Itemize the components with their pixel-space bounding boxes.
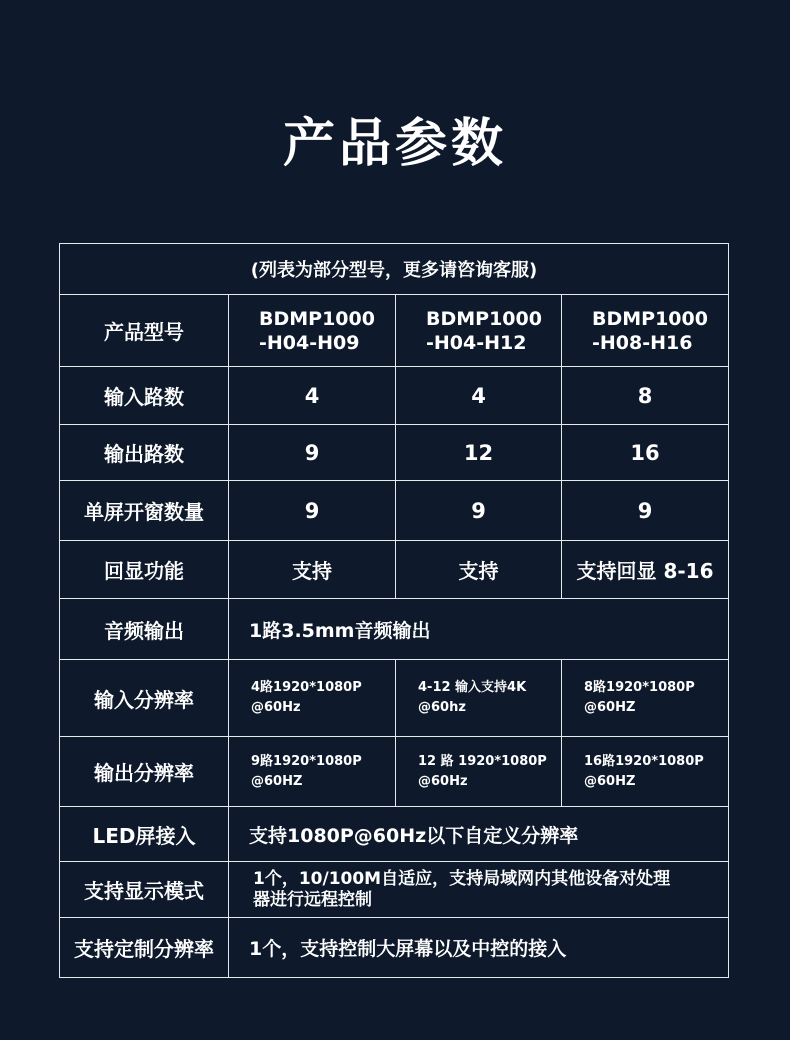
value-cell: 4路1920*1080P @60Hz: [229, 660, 396, 737]
table-row: [60, 425, 729, 481]
table-row: [60, 481, 729, 541]
value-cell: 12 路 1920*1080P @60Hz: [396, 737, 562, 807]
value-cell: 支持1080P@60Hz以下自定义分辨率: [229, 807, 729, 862]
value-cell: 9: [229, 481, 396, 541]
table-row: [60, 295, 729, 367]
value-cell: 9路1920*1080P @60HZ: [229, 737, 396, 807]
page-title: 产品参数: [282, 114, 507, 174]
row-label: 输入路数: [60, 367, 229, 425]
value-cell: 支持回显 8-16: [562, 541, 729, 599]
row-label: 支持定制分辨率: [60, 918, 229, 978]
value-cell: 支持: [396, 541, 562, 599]
value-cell: 4: [229, 367, 396, 425]
row-label: 输出路数: [60, 425, 229, 481]
value-cell: 8路1920*1080P @60HZ: [562, 660, 729, 737]
value-cell: 16路1920*1080P @60HZ: [562, 737, 729, 807]
value-cell: 4-12 输入支持4K @60hz: [396, 660, 562, 737]
row-label: 回显功能: [60, 541, 229, 599]
table-row: [60, 541, 729, 599]
value-cell: 4: [396, 367, 562, 425]
row-label: LED屏接入: [60, 807, 229, 862]
value-cell: 9: [396, 481, 562, 541]
value-cell: 1个，10/100M自适应，支持局域网内其他设备对处理 器进行远程控制: [229, 862, 729, 918]
row-label: 支持显示模式: [60, 862, 229, 918]
table-row: [60, 918, 729, 978]
row-label: 单屏开窗数量: [60, 481, 229, 541]
value-cell: 1个，支持控制大屏幕以及中控的接入: [229, 918, 729, 978]
row-label: 输出分辨率: [60, 737, 229, 807]
model-cell: BDMP1000 -H04-H09: [229, 295, 396, 367]
table-row: [60, 862, 729, 918]
row-label: 音频输出: [60, 599, 229, 660]
value-cell: 支持: [229, 541, 396, 599]
table-row: [60, 660, 729, 737]
value-cell: 9: [562, 481, 729, 541]
model-cell: BDMP1000 -H04-H12: [396, 295, 562, 367]
table-row: [60, 807, 729, 862]
value-cell: 8: [562, 367, 729, 425]
value-cell: 16: [562, 425, 729, 481]
value-cell: 1路3.5mm音频输出: [229, 599, 729, 660]
value-cell: 12: [396, 425, 562, 481]
model-cell: BDMP1000 -H08-H16: [562, 295, 729, 367]
row-label: 产品型号: [60, 295, 229, 367]
value-cell: 9: [229, 425, 396, 481]
spec-table: [59, 243, 729, 978]
table-row: [60, 737, 729, 807]
table-row: [60, 367, 729, 425]
row-label: 输入分辨率: [60, 660, 229, 737]
table-note: (列表为部分型号，更多请咨询客服): [60, 244, 729, 295]
table-row: [60, 599, 729, 660]
